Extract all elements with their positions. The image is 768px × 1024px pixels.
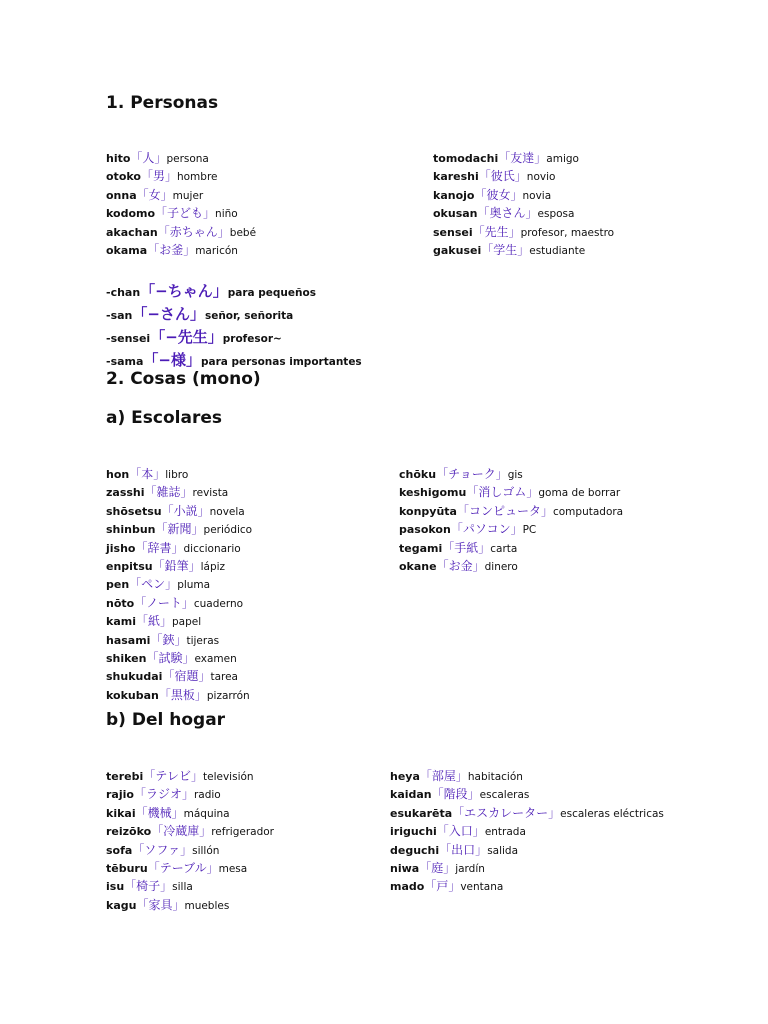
spanish-term: novio (526, 171, 556, 184)
spanish-term: maricón (195, 244, 238, 257)
spanish-term: refrigerador (211, 826, 274, 839)
japanese-term: 「部屋」 (419, 769, 468, 783)
japanese-term: 「ペン」 (129, 577, 178, 592)
spanish-term: muebles (184, 899, 230, 912)
romaji-term: akachan (106, 225, 158, 239)
vocab-row (390, 822, 664, 840)
spanish-term: señor, señorita (204, 310, 294, 322)
japanese-term: 「階段」 (431, 787, 480, 802)
spanish-term: televisión (203, 771, 254, 783)
romaji-term: shōsetsu (106, 504, 162, 518)
vocab-row (390, 767, 664, 785)
romaji-term: tēburu (106, 861, 148, 875)
romaji-term: okama (106, 243, 148, 257)
japanese-term: 「機械」 (135, 805, 184, 820)
vocab-row (106, 502, 252, 520)
spanish-term: estudiante (529, 244, 586, 257)
japanese-term: 「椅子」 (124, 879, 173, 894)
japanese-term: 「−ちゃん」 (140, 282, 228, 300)
spanish-term: para personas importantes (201, 356, 362, 368)
spanish-term: jardín (455, 862, 485, 875)
romaji-term: keshigomu (399, 486, 467, 500)
romaji-term: kokuban (106, 688, 159, 702)
spanish-term: carta (490, 542, 518, 555)
romaji-term: onna (106, 188, 137, 202)
vocab-row (433, 204, 614, 222)
japanese-term: 「人」 (130, 151, 167, 165)
japanese-term: 「雑誌」 (144, 485, 193, 500)
romaji-term: nōto (106, 596, 135, 610)
spanish-term: máquina (183, 807, 230, 820)
vocab-row (106, 649, 252, 667)
spanish-term: dinero (484, 560, 518, 573)
japanese-term: 「小説」 (161, 503, 210, 518)
japanese-term: 「テレビ」 (143, 769, 204, 783)
japanese-term: 「奥さん」 (477, 206, 538, 221)
romaji-term: okusan (433, 207, 478, 221)
vocab-row (106, 241, 256, 259)
spanish-term: examen (194, 652, 237, 665)
vocab-row (106, 859, 274, 877)
japanese-term: 「宿題」 (162, 669, 211, 684)
japanese-term: 「お釜」 (147, 242, 196, 257)
vocab-row (106, 896, 274, 914)
romaji-term: enpitsu (106, 559, 153, 573)
japanese-term: 「−先生」 (150, 328, 223, 346)
japanese-term: 「ラジオ」 (133, 787, 194, 802)
heading-hogar: b) Del hogar (106, 710, 226, 730)
vocab-row (390, 785, 664, 803)
japanese-term: 「試験」 (146, 650, 195, 665)
japanese-term: 「辞書」 (135, 540, 184, 555)
spanish-term: bebé (229, 226, 257, 239)
romaji-term: konpyūta (399, 504, 457, 518)
vocab-row (399, 483, 623, 501)
japanese-term: 「鉛筆」 (152, 558, 201, 573)
romaji-term: reizōko (106, 825, 152, 839)
spanish-term: escaleras (479, 789, 530, 802)
japanese-term: 「新聞」 (155, 522, 204, 537)
vocab-row (399, 539, 623, 557)
japanese-term: 「彼氏」 (478, 169, 527, 184)
japanese-term: 「先生」 (472, 224, 521, 239)
romaji-term: zasshi (106, 486, 145, 500)
vocab-row (106, 822, 274, 840)
spanish-term: para pequeños (227, 287, 316, 299)
romaji-term: gakusei (433, 243, 482, 257)
japanese-term: 「紙」 (135, 614, 172, 629)
vocab-row (399, 520, 623, 538)
romaji-term: kagu (106, 898, 137, 912)
romaji-term: -sensei (106, 332, 151, 345)
vocab-row (390, 859, 664, 877)
japanese-term: 「黒板」 (158, 687, 207, 702)
japanese-term: 「お金」 (436, 558, 485, 573)
romaji-term: terebi (106, 770, 144, 783)
spanish-term: tarea (210, 671, 238, 684)
vocab-row (106, 326, 362, 349)
spanish-term: amigo (546, 153, 579, 165)
romaji-term: pen (106, 578, 130, 592)
vocab-row (399, 557, 623, 575)
vocab-row (106, 223, 256, 241)
spanish-term: escaleras eléctricas (560, 807, 664, 820)
japanese-term: 「入口」 (436, 824, 485, 839)
suffix-list (106, 280, 362, 372)
romaji-term: kanojo (433, 188, 475, 202)
vocab-row (106, 785, 274, 803)
romaji-term: rajio (106, 788, 134, 802)
personas-list-right (433, 149, 614, 259)
spanish-term: profesor, maestro (520, 226, 615, 239)
romaji-term: esukarēta (390, 806, 453, 820)
escolares-list-right (399, 465, 623, 575)
romaji-term: shukudai (106, 670, 163, 684)
vocab-row (106, 667, 252, 685)
vocab-row (106, 631, 252, 649)
romaji-term: hito (106, 152, 131, 165)
japanese-term: 「テーブル」 (147, 860, 219, 875)
japanese-term: 「彼女」 (474, 187, 523, 202)
vocab-row (106, 686, 252, 704)
japanese-term: 「パソコン」 (450, 522, 523, 537)
romaji-term: kareshi (433, 170, 479, 184)
japanese-term: 「鋏」 (150, 632, 187, 647)
vocab-row (399, 502, 623, 520)
vocab-row (433, 149, 614, 167)
spanish-term: esposa (537, 208, 575, 221)
japanese-term: 「−さん」 (132, 305, 205, 323)
spanish-term: pizarrón (206, 689, 250, 702)
spanish-term: periódico (203, 524, 253, 537)
japanese-term: 「女」 (136, 187, 173, 202)
romaji-term: kikai (106, 806, 136, 820)
vocab-row (106, 149, 256, 167)
romaji-term: chōku (399, 468, 437, 481)
spanish-term: novela (209, 505, 245, 518)
vocab-row (106, 841, 274, 859)
vocab-row (106, 594, 252, 612)
vocab-row (106, 204, 256, 222)
vocab-row (106, 612, 252, 630)
vocab-row (106, 804, 274, 822)
spanish-term: computadora (552, 505, 624, 518)
vocab-row (106, 465, 252, 483)
spanish-term: libro (165, 469, 189, 481)
spanish-term: niño (215, 208, 238, 221)
romaji-term: sensei (433, 225, 473, 239)
japanese-term: 「−様」 (143, 351, 201, 369)
japanese-term: 「男」 (140, 169, 177, 184)
vocab-row (106, 186, 256, 204)
romaji-term: kodomo (106, 207, 156, 221)
romaji-term: tomodachi (433, 152, 499, 165)
japanese-term: 「エスカレーター」 (452, 805, 561, 820)
heading-cosas: 2. Cosas (mono) (106, 369, 261, 389)
romaji-term: sofa (106, 843, 133, 857)
romaji-term: shinbun (106, 523, 156, 537)
romaji-term: okane (399, 559, 437, 573)
spanish-term: papel (172, 616, 202, 629)
japanese-term: 「冷蔵庫」 (151, 824, 212, 839)
romaji-term: -san (106, 309, 133, 322)
vocab-row (106, 520, 252, 538)
spanish-term: revista (192, 487, 229, 500)
japanese-term: 「庭」 (419, 860, 456, 875)
romaji-term: shiken (106, 651, 147, 665)
vocab-row (106, 167, 256, 185)
romaji-term: hon (106, 468, 130, 481)
vocab-row (106, 280, 362, 303)
vocab-row (106, 483, 252, 501)
escolares-list-left (106, 465, 252, 704)
vocab-row (106, 303, 362, 326)
spanish-term: gis (507, 469, 523, 481)
spanish-term: PC (522, 524, 537, 537)
japanese-term: 「出口」 (439, 842, 488, 857)
japanese-term: 「家具」 (136, 897, 185, 912)
japanese-term: 「チョーク」 (436, 467, 508, 481)
vocab-row (390, 877, 664, 895)
spanish-term: entrada (484, 826, 526, 839)
japanese-term: 「ノート」 (134, 595, 194, 610)
vocab-row (106, 767, 274, 785)
personas-list-left (106, 149, 256, 259)
romaji-term: deguchi (390, 843, 440, 857)
romaji-term: pasokon (399, 523, 451, 537)
romaji-term: heya (390, 770, 420, 783)
japanese-term: 「学生」 (481, 242, 530, 257)
japanese-term: 「コンピュータ」 (456, 503, 553, 518)
romaji-term: -sama (106, 355, 144, 368)
spanish-term: profesor~ (222, 333, 282, 345)
hogar-list-left (106, 767, 274, 914)
spanish-term: goma de borrar (538, 487, 621, 500)
vocab-row (433, 241, 614, 259)
spanish-term: mujer (172, 189, 204, 202)
spanish-term: silla (172, 881, 193, 894)
heading-escolares: a) Escolares (106, 408, 222, 428)
romaji-term: otoko (106, 170, 141, 184)
vocab-row (106, 575, 252, 593)
romaji-term: hasami (106, 633, 151, 647)
vocab-row (433, 186, 614, 204)
japanese-term: 「本」 (129, 467, 166, 481)
japanese-term: 「友達」 (498, 151, 547, 165)
vocab-row (433, 167, 614, 185)
vocab-row (390, 804, 664, 822)
spanish-term: persona (166, 153, 209, 165)
japanese-term: 「消しゴム」 (466, 485, 539, 500)
spanish-term: mesa (218, 862, 248, 875)
romaji-term: tegami (399, 541, 443, 555)
spanish-term: sillón (192, 844, 220, 857)
japanese-term: 「赤ちゃん」 (157, 224, 230, 239)
spanish-term: cuaderno (193, 597, 244, 610)
spanish-term: habitación (467, 771, 523, 783)
vocab-row (399, 465, 623, 483)
japanese-term: 「戸」 (424, 879, 461, 894)
spanish-term: salida (487, 844, 519, 857)
romaji-term: iriguchi (390, 825, 437, 839)
romaji-term: mado (390, 880, 425, 894)
japanese-term: 「子ども」 (155, 206, 216, 221)
japanese-term: 「手紙」 (442, 540, 491, 555)
spanish-term: ventana (460, 881, 504, 894)
hogar-list-right (390, 767, 664, 896)
japanese-term: 「ソファ」 (132, 842, 193, 857)
spanish-term: radio (193, 789, 221, 802)
spanish-term: diccionario (183, 542, 241, 555)
heading-personas: 1. Personas (106, 93, 219, 113)
vocab-row (106, 557, 252, 575)
vocab-row (106, 539, 252, 557)
spanish-term: lápiz (200, 560, 226, 573)
vocab-row (106, 877, 274, 895)
romaji-term: -chan (106, 286, 141, 299)
romaji-term: kaidan (390, 788, 432, 802)
spanish-term: tijeras (186, 634, 220, 647)
spanish-term: novia (522, 189, 552, 202)
spanish-term: pluma (177, 579, 211, 592)
romaji-term: isu (106, 880, 125, 894)
spanish-term: hombre (176, 171, 218, 184)
romaji-term: niwa (390, 861, 420, 875)
romaji-term: kami (106, 615, 136, 629)
vocab-row (433, 223, 614, 241)
vocab-row (390, 841, 664, 859)
romaji-term: jisho (106, 541, 136, 555)
